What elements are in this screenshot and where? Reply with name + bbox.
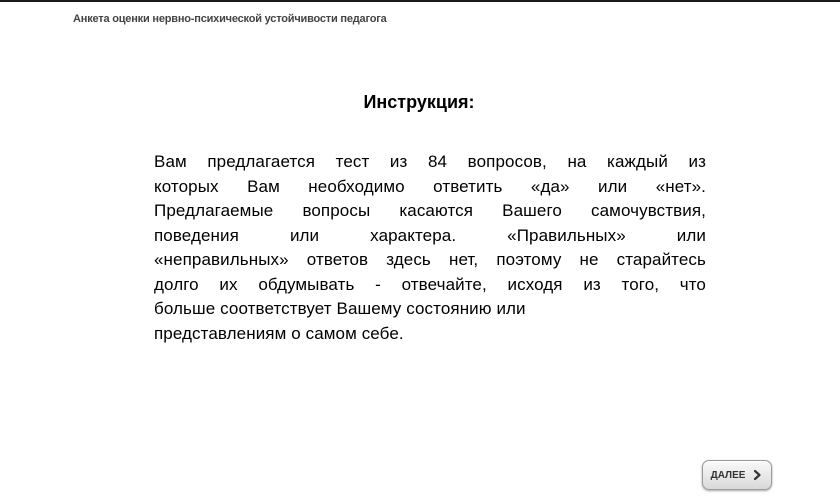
instruction-heading-text: Инструкция: [363,92,475,112]
instruction-line: представлениям о самом себе. [154,323,404,343]
instruction-heading [0,92,840,113]
instruction-line: «неправильных» ответов здесь нет, поэтому не старайтесь [154,250,706,269]
chevron-right-icon [751,469,763,481]
next-button[interactable] [702,460,772,490]
instruction-text [154,150,706,346]
instruction-line: Вам предлагается тест из 84 вопросов, на каждый из [154,152,706,171]
instruction-line: поведения или характера. «Правильных» или [154,225,706,245]
app-title: Анкета оценки нервно-психической устойчивости педагога [73,13,387,25]
top-border [0,0,840,2]
instruction-line: больше соответствует Вашему состоянию или [154,299,526,318]
instruction-line: которых Вам необходимо ответить «да» или «нет». [154,176,706,196]
next-button-label: ДАЛЕЕ [710,469,746,481]
instruction-line: Предлагаемые вопросы касаются Вашего самочувствия, [154,201,706,220]
instruction-line: долго их обдумывать - отвечайте, исходя из того, что [154,274,706,294]
